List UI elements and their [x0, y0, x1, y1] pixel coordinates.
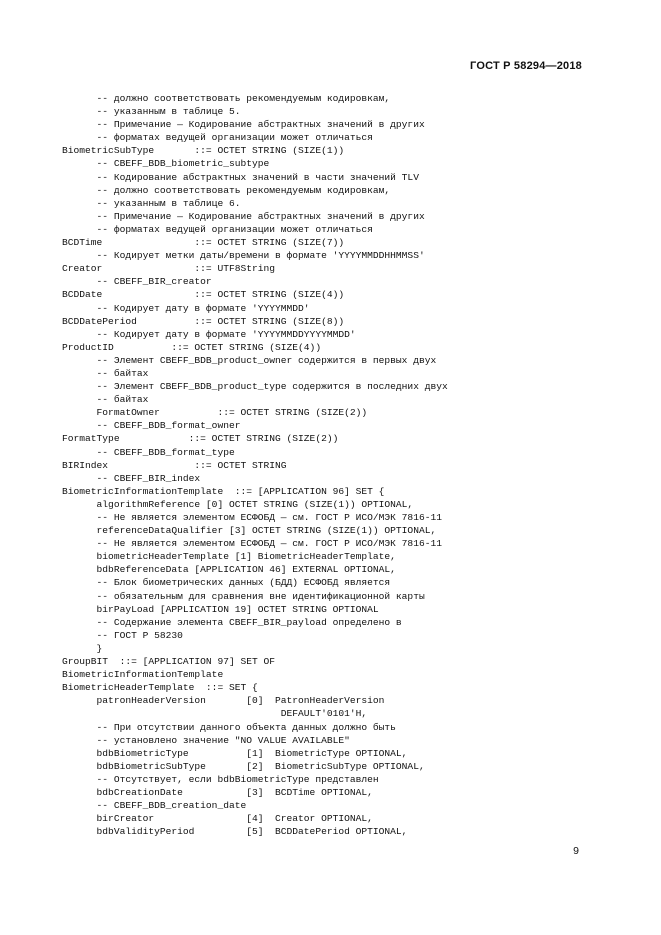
code-line: Creator ::= UTF8String	[62, 263, 276, 275]
code-line: BCDTime ::= OCTET STRING (SIZE(7))	[62, 237, 345, 249]
code-line: ProductID ::= OCTET STRING (SIZE(4))	[62, 341, 322, 353]
code-line: -- байтах	[62, 394, 149, 406]
code-line: -- байтах	[62, 367, 149, 379]
code-line: BiometricSubType ::= OCTET STRING (SIZE(1))	[62, 145, 345, 157]
code-line: FormatOwner ::= OCTET STRING (SIZE(2))	[62, 407, 368, 419]
code-line: BCDDate ::= OCTET STRING (SIZE(4))	[62, 289, 345, 301]
code-line: -- Содержание элемента CBEFF_BIR_payload определено в	[62, 616, 402, 628]
code-line: -- CBEFF_BDB_format_type	[62, 446, 235, 458]
code-line: -- Кодирует дату в формате 'YYYYMMDDYYYYMMDD'	[62, 328, 356, 340]
code-line: biometricHeaderTemplate [1] BiometricHeaderTemplate,	[62, 551, 396, 563]
code-line: -- Примечание — Кодирование абстрактных значений в других	[62, 210, 425, 222]
code-line: -- Не является элементом ЕСФОБД — см. ГОСТ Р ИСО/МЭК 7816-11	[62, 512, 442, 523]
code-line: referenceDataQualifier [3] OCTET STRING (SIZE(1)) OPTIONAL,	[62, 525, 437, 537]
code-line: BiometricHeaderTemplate ::= SET {	[62, 682, 258, 694]
code-line: -- Отсутствует, если bdbBiometricType представлен	[62, 773, 379, 785]
code-line: -- Примечание — Кодирование абстрактных значений в других	[62, 119, 425, 131]
code-line: -- При отсутствии данного объекта данных должно быть	[62, 721, 396, 733]
code-line: birPayLoad [APPLICATION 19] OCTET STRING OPTIONAL	[62, 603, 379, 615]
code-line: birCreator [4] Creator OPTIONAL,	[62, 813, 373, 825]
code-line: DEFAULT'0101'H,	[62, 708, 368, 720]
code-line: algorithmReference [0] OCTET STRING (SIZE(1)) OPTIONAL,	[62, 498, 414, 510]
code-line: -- обязательным для сравнения вне идентификационной карты	[62, 590, 425, 602]
code-line: BCDDatePeriod ::= OCTET STRING (SIZE(8))	[62, 315, 345, 327]
code-line: bdbValidityPeriod [5] BCDDatePeriod OPTIONAL,	[62, 826, 408, 838]
code-line: -- форматах ведущей организации может отличаться	[62, 223, 373, 235]
code-line: BiometricInformationTemplate	[62, 669, 224, 681]
code-line: -- Элемент CBEFF_BDB_product_owner содержится в первых двух	[62, 354, 437, 366]
code-line: -- установлено значение "NO VALUE AVAILABLE"	[62, 734, 350, 746]
asn1-code-listing	[62, 92, 622, 838]
standard-header: ГОСТ Р 58294—2018	[470, 60, 582, 72]
code-line: -- указанным в таблице 6.	[62, 197, 241, 209]
code-line: bdbBiometricSubType [2] BiometricSubType OPTIONAL,	[62, 760, 425, 772]
code-line: -- Не является элементом ЕСФОБД — см. ГОСТ Р ИСО/МЭК 7816-11	[62, 538, 442, 550]
code-line: BIRIndex ::= OCTET STRING	[62, 459, 287, 471]
code-line: -- CBEFF_BDB_biometric_subtype	[62, 158, 270, 170]
code-line: }	[62, 642, 103, 654]
code-line: -- форматах ведущей организации может отличаться	[62, 132, 373, 144]
page-number: 9	[573, 845, 579, 857]
code-line: bdbBiometricType [1] BiometricType OPTIONAL,	[62, 747, 408, 759]
code-line: -- должно соответствовать рекомендуемым кодировкам,	[62, 184, 391, 196]
code-line: -- CBEFF_BDB_format_owner	[62, 420, 241, 432]
code-line: -- должно соответствовать рекомендуемым кодировкам,	[62, 93, 391, 104]
code-line: -- Кодирует дату в формате 'YYYYMMDD'	[62, 302, 310, 314]
code-line: -- Кодирует метки даты/времени в формате 'YYYYMMDDHHMMSS'	[62, 250, 425, 262]
code-line: FormatType ::= OCTET STRING (SIZE(2))	[62, 433, 339, 445]
code-line: bdbReferenceData [APPLICATION 46] EXTERNAL OPTIONAL,	[62, 564, 396, 576]
code-line: -- Кодирование абстрактных значений в части значений TLV	[62, 171, 419, 183]
code-line: BiometricInformationTemplate ::= [APPLICATION 96] SET {	[62, 485, 385, 497]
code-line: GroupBIT ::= [APPLICATION 97] SET OF	[62, 656, 276, 668]
code-line: -- Блок биометрических данных (БДД) ЕСФОБД является	[62, 577, 391, 589]
code-line: bdbCreationDate [3] BCDTime OPTIONAL,	[62, 786, 373, 798]
code-line: -- указанным в таблице 5.	[62, 106, 241, 118]
code-line: patronHeaderVersion [0] PatronHeaderVersion	[62, 695, 385, 707]
code-line: -- CBEFF_BDB_creation_date	[62, 800, 247, 812]
code-line: -- CBEFF_BIR_index	[62, 472, 201, 484]
code-line: -- CBEFF_BIR_creator	[62, 276, 212, 288]
code-line: -- Элемент CBEFF_BDB_product_type содержится в последних двух	[62, 381, 448, 393]
code-line: -- ГОСТ Р 58230	[62, 629, 183, 641]
